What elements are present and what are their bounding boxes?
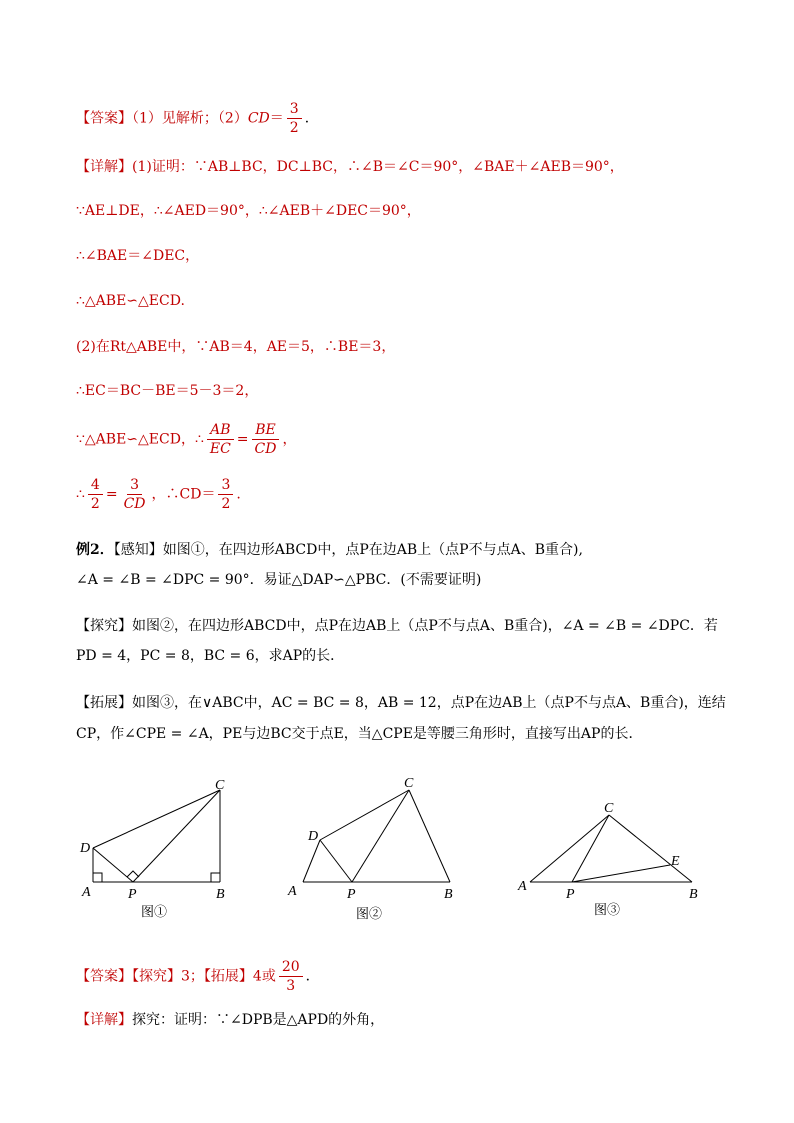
fig3-label-E: E <box>671 854 680 869</box>
fig1-caption: 图① <box>141 904 168 919</box>
extend-line-2: CP，作∠CPE = ∠A，PE与边BC交于点E，当△CPE是等腰三角形时，直接写出AP的长． <box>76 726 643 742</box>
detail-1-line-1 <box>76 157 624 177</box>
example-2-line-2: ∠A = ∠B = ∠DPC = 90°．易证△DAP∽△PBC．(不需要证明) <box>76 572 482 588</box>
figure-2-lines <box>303 790 450 882</box>
fraction-ab-ec <box>207 421 234 458</box>
fraction-denominator: 2 <box>90 496 100 512</box>
explore-line-2: PD = 4，PC = 8，BC = 6，求AP的长． <box>76 648 345 664</box>
answer-1-text: （1）见解析；（2） <box>132 110 248 127</box>
perceive-tag: 【感知】 <box>113 542 163 558</box>
detail-2-text: 探究：证明：∵∠DPB是△APD的外角， <box>132 1012 385 1028</box>
detail-1-line-5: (2)在Rt△ABE中，∵AB＝4，AE＝5，∴BE＝3， <box>76 339 396 355</box>
fraction-3-cd <box>121 476 149 513</box>
fig3-caption: 图③ <box>594 902 621 917</box>
detail-1-l8-mid: ，∴CD＝ <box>151 486 216 503</box>
example-title: 例2． <box>76 542 114 558</box>
fraction-numerator: 3 <box>218 476 233 495</box>
detail-1-line-7 <box>76 421 296 458</box>
detail-1-l8-end: . <box>236 486 241 503</box>
fraction-4-2 <box>88 476 103 513</box>
fraction-be-cd <box>252 421 280 458</box>
fraction-numerator: AB <box>207 421 233 440</box>
answer-extend-pre: 4或 <box>252 968 276 985</box>
fraction-denominator: CD <box>123 496 146 512</box>
extend-line-1 <box>76 693 726 713</box>
detail-1-l7-end: ， <box>282 431 297 448</box>
fig3-label-P: P <box>566 887 575 902</box>
detail-1-line-6: ∴EC＝BC－BE＝5－3＝2， <box>76 383 259 399</box>
example-2-line-1 <box>76 540 583 560</box>
fraction-numerator: 3 <box>127 476 142 495</box>
fraction-numerator: 4 <box>88 476 103 495</box>
fig2-label-B: B <box>444 887 453 902</box>
geometry-figures <box>0 760 794 930</box>
fraction-20-3 <box>279 958 303 995</box>
detail-tag: 【详解】 <box>76 159 132 175</box>
fraction-numerator: BE <box>252 421 279 440</box>
detail-1-line-4: ∴△ABE∽△ECD. <box>76 293 185 309</box>
fig2-label-C: C <box>404 776 414 791</box>
answer-explore-value: 3； <box>181 968 204 985</box>
fig3-label-A: A <box>518 879 527 894</box>
detail-2-line <box>76 1010 384 1030</box>
detail-1-l8-pre: ∴ <box>76 486 85 503</box>
fig1-label-C: C <box>215 778 225 793</box>
fig2-label-P: P <box>347 887 356 902</box>
fraction-denominator: EC <box>209 441 231 457</box>
detail-tag: 【详解】 <box>76 1012 132 1028</box>
detail-1-l7-pre: ∵△ABE∽△ECD，∴ <box>76 431 204 448</box>
answer-explore-tag: 【探究】 <box>132 968 181 985</box>
extend-text-1: 如图③，在∨ABC中，AC = BC = 8，AB = 12，点P在边AB上（点P不与点A、B重合)，连结 <box>132 695 726 711</box>
fig1-label-B: B <box>216 887 225 902</box>
fig1-label-A: A <box>82 885 91 900</box>
fig2-caption: 图② <box>356 906 383 921</box>
figure-3-lines <box>530 815 692 882</box>
answer-1-line <box>76 100 319 137</box>
fraction-denominator: 3 <box>286 978 296 994</box>
fig2-label-A: A <box>288 884 297 899</box>
explore-text-1: 如图②，在四边形ABCD中，点P在边AB上（点P不与点A、B重合)，∠A = ∠B = ∠DPC．若 <box>132 618 718 634</box>
fig3-label-C: C <box>604 801 614 816</box>
detail-1-line-2: ∵AE⊥DE，∴∠AED＝90°，∴∠AEB＋∠DEC＝90°， <box>76 203 421 219</box>
answer-2-end: ． <box>305 968 320 985</box>
detail-1-line-8 <box>76 476 241 513</box>
explore-line-1 <box>76 616 718 636</box>
perceive-text-1: 如图①，在四边形ABCD中，点P在边AB上（点P不与点A、B重合), <box>162 542 583 558</box>
detail-1-line-3: ∴∠BAE＝∠DEC， <box>76 248 200 264</box>
answer-1-end: ． <box>304 110 319 127</box>
explore-tag: 【探究】 <box>76 618 132 634</box>
answer-extend-tag: 【拓展】 <box>203 968 253 985</box>
fig2-label-D: D <box>308 829 319 844</box>
fraction-numerator: 3 <box>287 100 302 119</box>
answer-1-fraction <box>287 100 302 137</box>
answer-tag: 【答案】 <box>76 110 132 127</box>
equals-sign: = <box>236 431 249 448</box>
figure-1-lines <box>93 790 220 882</box>
fraction-denominator: 2 <box>221 496 231 512</box>
extend-tag: 【拓展】 <box>76 695 132 711</box>
fraction-denominator: 2 <box>289 120 299 136</box>
fig1-label-P: P <box>128 887 137 902</box>
fraction-numerator: 20 <box>279 958 303 977</box>
answer-1-cd: CD <box>247 110 270 127</box>
equals-sign: = <box>105 486 118 503</box>
answer-1-eq: ＝ <box>269 110 284 127</box>
answer-tag: 【答案】 <box>76 968 132 985</box>
fraction-3-2 <box>218 476 233 513</box>
fig1-label-D: D <box>80 841 91 856</box>
fraction-denominator: CD <box>254 441 277 457</box>
fig3-label-B: B <box>689 887 698 902</box>
detail-1-text-1: (1)证明：∵AB⊥BC，DC⊥BC，∴∠B＝∠C＝90°，∠BAE＋∠AEB＝90°， <box>132 159 624 175</box>
answer-2-line <box>76 958 320 995</box>
